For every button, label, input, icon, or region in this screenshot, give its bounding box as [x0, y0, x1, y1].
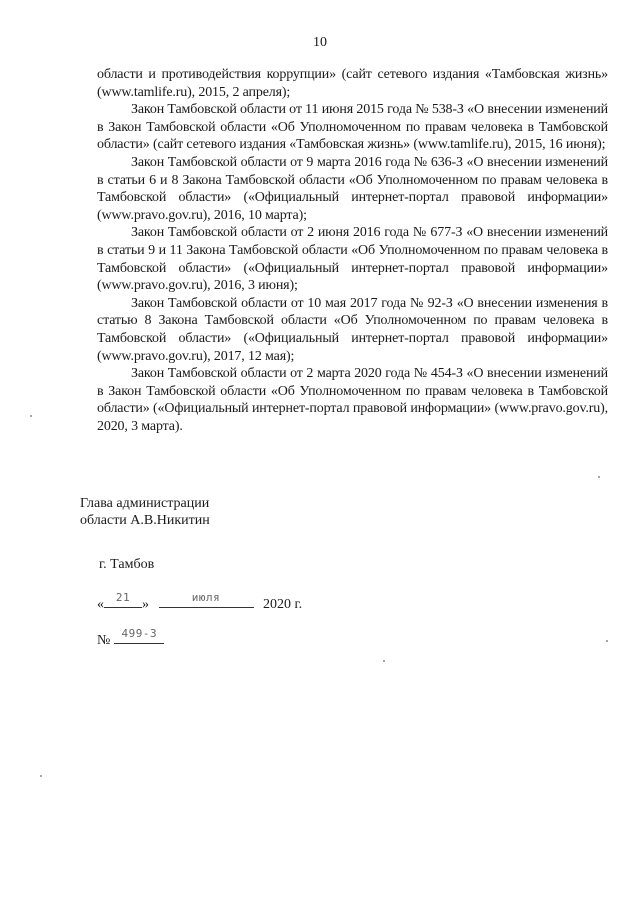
date-month-stamp: июля: [191, 591, 221, 604]
law-paragraph: Закон Тамбовской области от 10 мая 2017 года № 92-З «О внесении изменения в статью 8 Закона Тамбовской области «Об Уполномоченном по правам человека в Тамбовской области» («Официальный интернет-портал правовой информации» (www.pravo.gov.ru), 2017, 12 мая);: [97, 295, 608, 364]
signature-block: [80, 495, 210, 529]
scan-speck: [30, 415, 32, 417]
date-day-field: [104, 592, 142, 608]
scan-speck: [606, 640, 608, 642]
date-year: 2020 г.: [263, 597, 303, 612]
date-month-field: [159, 592, 254, 608]
law-paragraph: Закон Тамбовской области от 2 марта 2020 года № 454-З «О внесении изменений в Закон Тамбовской области «Об Уполномоченном по правам человека в Тамбовской области» («Официальный интернет-портал правовой информации» (www.pravo.gov.ru), 2020, 3 марта).: [97, 366, 608, 434]
number-stamp: 499-З: [121, 627, 158, 640]
page-number: 10: [313, 35, 327, 50]
law-list: [97, 66, 608, 435]
date-open-quote: «: [97, 597, 104, 612]
law-paragraph: области и противодействия коррупции» (сайт сетевого издания «Тамбовская жизнь» (www.tamlife.ru), 2015, 2 апреля);: [97, 67, 608, 100]
document-number: [97, 628, 164, 649]
law-paragraph: Закон Тамбовской области от 2 июня 2016 года № 677-З «О внесении изменений в статьи 9 и 11 Закона Тамбовской области «Об Уполномоченном по правам человека в Тамбовской области» («Официальный интернет-портал правовой информации» (www.pravo.gov.ru), 2016, 3 июня);: [97, 225, 608, 294]
scan-speck: [40, 775, 42, 777]
law-paragraph: Закон Тамбовской области от 9 марта 2016 года № 636-З «О внесении изменений в статьи 6 и 8 Закона Тамбовской области «Об Уполномоченном по правам человека в Тамбовской области» («Официальный интернет-портал правовой информации» (www.pravo.gov.ru), 2016, 10 марта);: [97, 154, 608, 223]
date-close-quote: »: [142, 597, 149, 612]
scan-speck: [598, 476, 600, 478]
law-paragraph: Закон Тамбовской области от 11 июня 2015 года № 538-З «О внесении изменений в Закон Тамбовской области «Об Уполномоченном по правам человека в Тамбовской области» (сайт сетевого издания «Тамбовская жизнь» (www.tamlife.ru), 2015, 16 июня);: [97, 102, 608, 153]
number-sign: №: [97, 633, 111, 648]
signing-date: [97, 592, 302, 613]
place-of-signing: г. Тамбов: [99, 557, 155, 572]
signature-title: Глава администрации: [80, 496, 210, 511]
date-day-stamp: 21: [115, 591, 131, 604]
scan-speck: [383, 660, 385, 662]
number-field: [114, 628, 164, 644]
signature-name: области А.В.Никитин: [80, 513, 210, 528]
